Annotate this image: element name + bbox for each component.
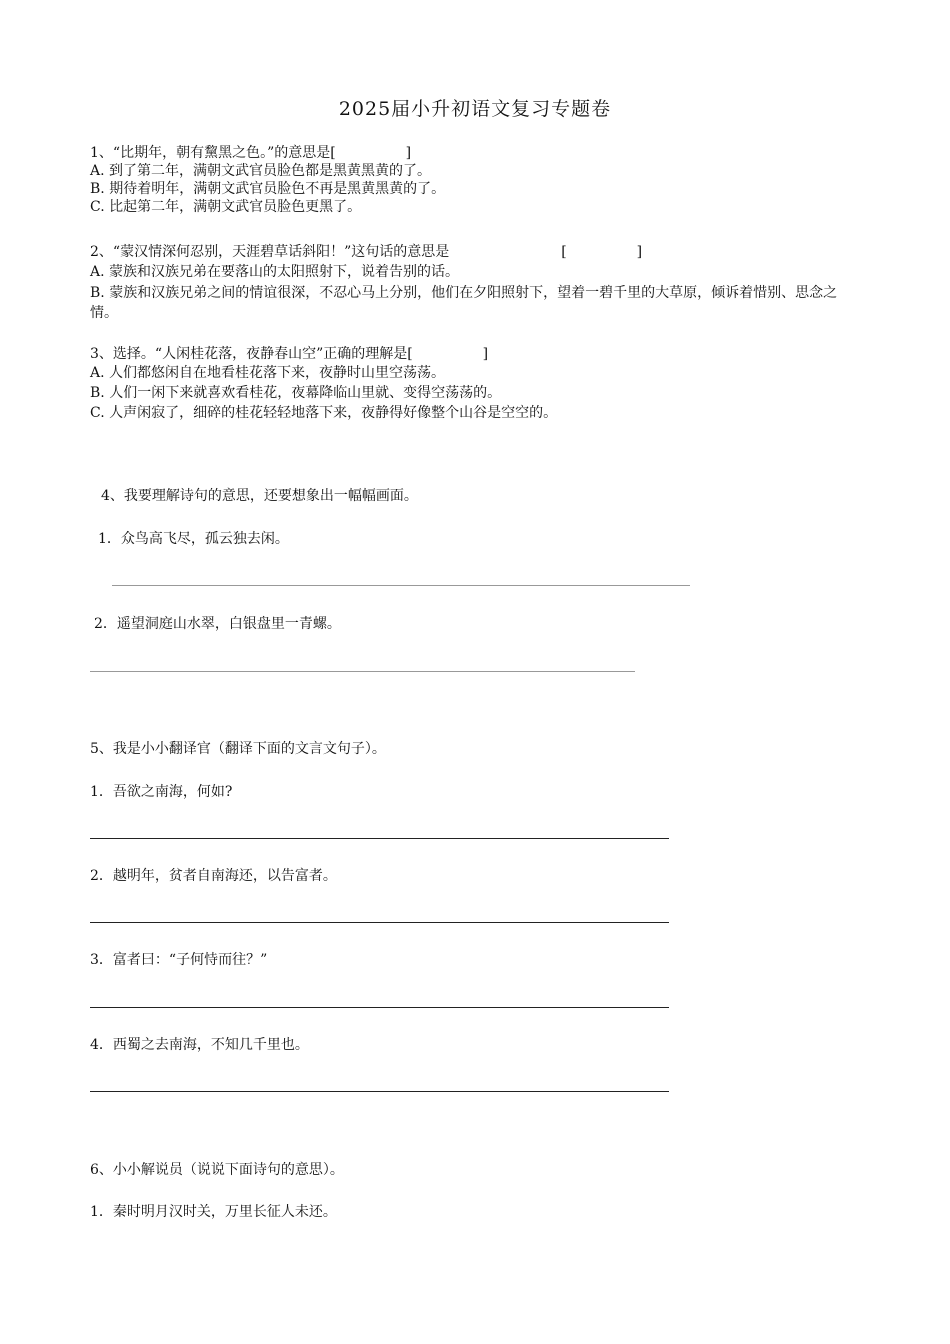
q2-stem: 2、“蒙汉情深何忍别，天涯碧草话斜阳！”这句话的意思是 [ ] — [90, 244, 643, 260]
q5-answer-line-4[interactable] — [90, 1091, 669, 1092]
q4-item-1: 1．众鸟高飞尽，孤云独去闲。 — [98, 531, 289, 547]
q1-option-c: C. 比起第二年，满朝文武官员脸色更黑了。 — [90, 199, 362, 215]
q5-answer-line-3[interactable] — [90, 1007, 669, 1008]
q2-option-a: A. 蒙族和汉族兄弟在要落山的太阳照射下，说着告别的话。 — [90, 264, 460, 280]
q5-answer-line-2[interactable] — [90, 922, 669, 923]
q5-stem: 5、我是小小翻译官（翻译下面的文言文句子）。 — [90, 741, 386, 757]
q6-stem: 6、小小解说员（说说下面诗句的意思）。 — [90, 1162, 344, 1178]
q4-stem: 4、我要理解诗句的意思，还要想象出一幅幅画面。 — [101, 488, 418, 504]
q4-answer-line-2[interactable] — [90, 671, 635, 672]
q5-answer-line-1[interactable] — [90, 838, 669, 839]
q3-option-a: A. 人们都悠闲自在地看桂花落下来，夜静时山里空荡荡。 — [90, 365, 446, 381]
q2-option-b: B. 蒙族和汉族兄弟之间的情谊很深，不忍心马上分别，他们在夕阳照射下，望着一碧千里的大草原，倾诉着惜别、思念之情。 — [90, 285, 838, 321]
page-title: 2025届小升初语文复习专题卷 — [338, 98, 612, 120]
q3-option-c: C. 人声闲寂了，细碎的桂花轻轻地落下来，夜静得好像整个山谷是空空的。 — [90, 405, 558, 421]
q1-option-a: A. 到了第二年，满朝文武官员脸色都是黑黄黑黄的了。 — [90, 163, 432, 179]
q4-item-2: 2．遥望洞庭山水翠，白银盘里一青螺。 — [94, 616, 341, 632]
q6-item-1: 1．秦时明月汉时关，万里长征人未还。 — [90, 1204, 337, 1220]
q3-stem: 3、选择。“人闲桂花落，夜静春山空”正确的理解是[ ] — [90, 346, 489, 362]
q1-stem: 1、“比期年，朝有黧黑之色。”的意思是[ ] — [90, 145, 412, 161]
q5-item-3: 3．富者曰：“子何恃而往？” — [90, 952, 268, 968]
q1-option-b: B. 期待着明年，满朝文武官员脸色不再是黑黄黑黄的了。 — [90, 181, 446, 197]
q4-answer-line-1[interactable] — [112, 585, 690, 586]
q5-item-2: 2．越明年，贫者自南海还，以告富者。 — [90, 868, 337, 884]
q3-option-b: B. 人们一闲下来就喜欢看桂花，夜幕降临山里就、变得空荡荡的。 — [90, 385, 502, 401]
q5-item-1: 1．吾欲之南海，何如? — [90, 784, 233, 800]
q5-item-4: 4．西蜀之去南海，不知几千里也。 — [90, 1037, 309, 1053]
